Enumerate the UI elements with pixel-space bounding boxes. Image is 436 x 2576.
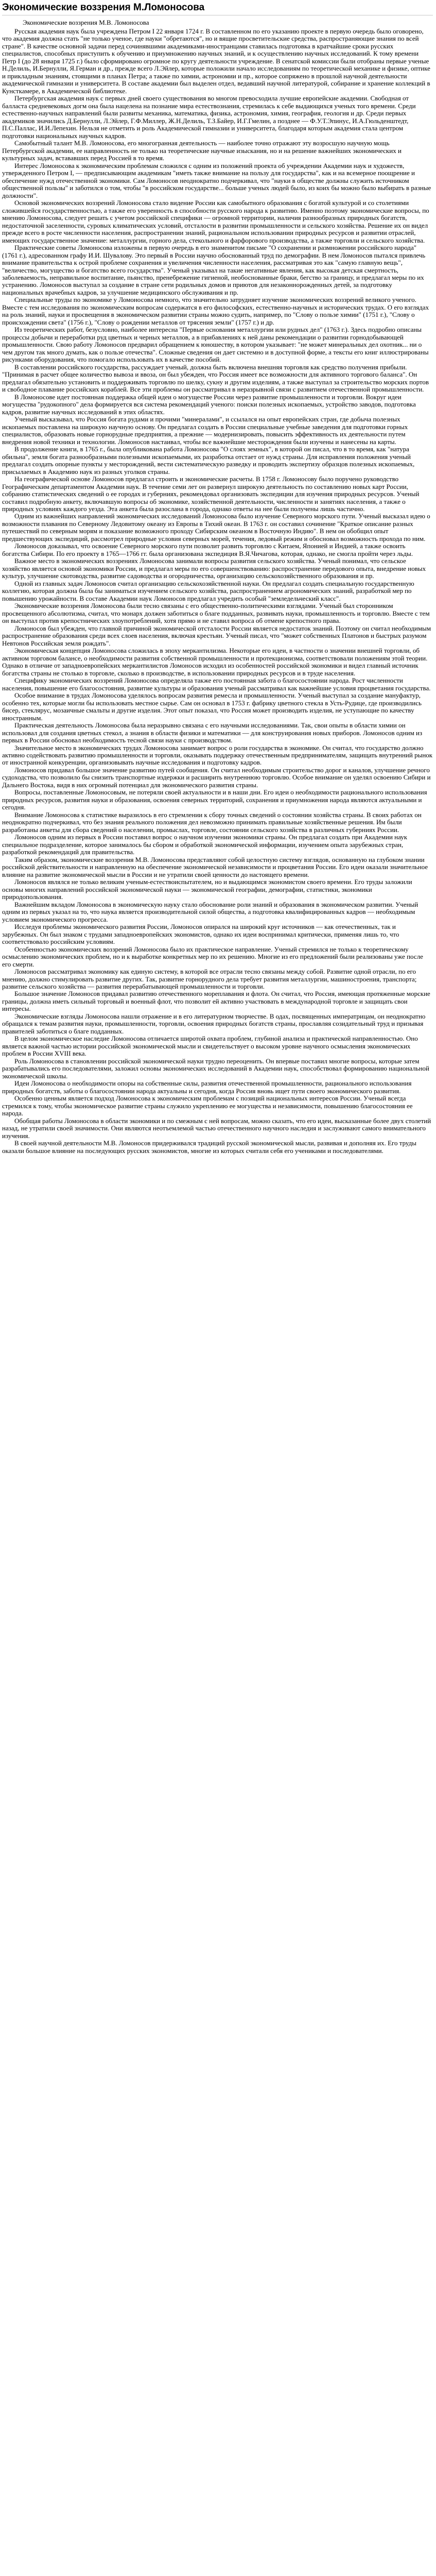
paragraph: Таким образом, экономические воззрения М.В. Ломоносова представляют собой целостную систему взглядов, основанную на глубоком знании российской действительности и направленную на обеспечение экономической независимости и процветания России. Его идеи оказали значительное влияние на развитие экономической мысли в России и не утратили своей ценности до настоящего времени. <box>2 855 428 878</box>
document-page <box>0 2 436 1155</box>
paragraph: Обобщая работы Ломоносова в области экономики и по смежным с ней вопросам, можно сказать, что его идеи, высказанные более двух столетий назад, не утратили своей значимости. Они являются неотъемлемой частью отечественного научного наследия и заслуживают самого внимательного изучения. <box>2 1116 431 1140</box>
paragraph: Особенностью экономических воззрений Ломоносова было их практическое направление. Ученый стремился не только к теоретическому осмыслению экономических проблем, но и к выработке конкретных мер по их решению. Многие из его предложений были реализованы уже после его смерти. <box>2 945 423 968</box>
paragraph: Ломоносов доказывал, что освоение Северного морского пути позволит развить торговлю с Китаем, Японией и Индией, а также освоить богатства Сибири. По его проекту в 1765—1766 гг. была организована экспедиция В.Я.Чичагова, которая, однако, не смогла пройти через льды. <box>2 542 413 557</box>
paragraph: Важнейшим вкладом Ломоносова в экономическую науку стало обоснование роли знаний и образования в экономическом развитии. Ученый одним из первых указал на то, что наука является производительной силой общества, а подготовка квалифицированных кадров — необходимым условием экономического прогресса. <box>2 900 418 923</box>
paragraph: Ученый высказывал, что Россия богата рудами и прочими "минералами", и ссылался на опыт европейских стран, где добыча полезных ископаемых поставлена на широкую научную основу. Он предлагал создать в России специальные учебные заведения для подготовки горных специалистов, образовать новые горнорудные предприятия, а прежние — модернизировать, повысить эффективность их деятельности путем внедрения новой техники и технологии. Ломоносов настаивал, чтобы все важнейшие месторождения были изучены и нанесены на карты. <box>2 415 408 446</box>
paragraph: Петербургская академия наук с первых дней своего существования во многом превосходила лучшие европейские академии. Свободная от балласта средневековых догм она была нацелена на познание мира естествознания, стремилась к себе выдающихся ученых того времени. Среди естественно-научных направлений были развиты механика, математика, физика, астрономия, химия, география, геология и др. Среди первых академиков значились Д.Бернулли, Л.Эйлер, Г.Ф.Миллер, Ж.Н.Делиль, Т.З.Байер, И.Г.Гмелин, а позднее — Ф.У.Т.Эпинус, И.А.Гюльденштедт, П.С.Паллас, И.И.Лепехин. Нельзя не отметить и роль Академической гимназии и университета, благодаря которым академия стала центром подготовки национальных научных кадров. <box>2 94 416 140</box>
article-body <box>2 28 433 1155</box>
paragraph: В составлении российского государства, рассуждает ученый, должна быть включена внешняя торговля как средство получения прибыли. "Принимая в расчет общее количество вывоза и ввоза, он был убежден, что Россия имеет все возможности для активного торгового баланса". Он предлагал обязательно установить и поддерживать торговлю по шелку, сукну и другим изделиям, а также выступал за строительство морских портов и свободное плавание российских кораблей. Все эти проблемы он рассматривал в неразрывной связи с развитием отечественной промышленности. <box>2 363 429 394</box>
paragraph: Одним из важнейших направлений экономических исследований Ломоносова было изучение Северного морского пути. Ученый высказал идею о возможности плавания по Северному Ледовитому океану из Европы в Тихий океан. В 1763 г. он составил сочинение "Краткое описание разных путешествий по северным морям и показание возможного проходу Сибирским океаном в Восточную Индию". В нем он обобщил опыт предшествующих экспедиций, рассмотрел природные условия северных морей, течения, ледовый режим и обосновал возможность прохода по ним. <box>2 512 430 543</box>
paragraph: Важное место в экономических воззрениях Ломоносова занимали вопросы развития сельского хозяйства. Ученый понимал, что сельское хозяйство является основой экономики России, и предлагал меры по его совершенствованию: распространение передового опыта, внедрение новых культур, улучшение скотоводства, развитие садоводства и огородничества, организацию сельскохозяйственного образования и пр. <box>2 557 426 580</box>
paragraph: Ломоносов придавал большое значение развитию путей сообщения. Он считал необходимым строительство дорог и каналов, улучшение речного судоходства, что позволило бы снизить транспортные издержки и расширить внутреннюю торговлю. Особое внимание он уделял освоению Сибири и Дальнего Востока, видя в них огромный потенциал для экономического развития страны. <box>2 766 431 789</box>
paragraph: Самобытный талант М.В. Ломоносова, его многогранная деятельность — наиболее точно отражают эту возросшую научную мощь Петербургской академии, ее направленность не только на теоретические научные изыскания, но и на решение важнейших экономических и культурных задач, встававших перед Россией в то время. <box>2 139 402 162</box>
paragraph: Ломоносов рассматривал экономику как единую систему, в которой все отрасли тесно связаны между собой. Развитие одной отрасли, по его мнению, должно стимулировать развитие других. Так, развитие горнорудного дела требует развития металлургии, машиностроения, транспорта; развитие сельского хозяйства — развития перерабатывающей промышленности и торговли. <box>2 968 417 990</box>
paragraph: Русская академия наук была учреждена Петром I 22 января 1724 г. В составленном по его указанию проекте в первую очередь было оговорено, что академия должна стать "не только ученое, где науки "обретаются", но и вящие просветительские средства, распространяющие знания по всей стране". В качестве основной задачи перед сочинявшими академиками-иностранцами ставилась подготовка в кратчайшие сроки русских специалистов, способных приступить к обучению и приумножению научных знаний, и к осуществлению научных исследований. К тому времени Петр I (до 28 января 1725 г.) было сформировано огромное по кругу деятельности учреждение. В сенатской комиссии были отобраны первые ученые Н.Делиль, И.Бернулли, Я.Герман и др., прежде всего Л.Эйлер, которые положили начало исследованиям по теоретической механике и физике, оптике и прикладным знаниям, стоящими в планах Петра; а также по химии, астрономии и пр., которое сопряжено в прошлой научной деятельности академической гимназии и университета. В составе академии был выделен отдел, ведавший научной литературой, собирание и хранение коллекций в Кунсткамере, в Академической библиотеке. <box>2 27 430 95</box>
paragraph: Роль Ломоносова в становлении российской экономической науки трудно переоценить. Он впервые поставил многие вопросы, которые затем разрабатывались его последователями, заложил основы экономических исследований в Академии наук, способствовал формированию национальной экономической школы. <box>2 1057 429 1080</box>
page-title: Экономические воззрения М.Ломоносова <box>2 2 433 15</box>
paragraph: В Ломоносове идет постоянная поддержка общей идеи о могуществе России через развитие промышленности и торговли. Вокруг идеи могущества "рудокопного" дела формируется вся система рекомендаций ученого: поиски полезных ископаемых, устройство заводов, подготовка кадров, развитие научных исследований в этих областях. <box>2 393 416 416</box>
paragraph: Особенно ценным является подход Ломоносова к экономическим проблемам с позиций национальных интересов России. Ученый всегда стремился к тому, чтобы экономическое развитие страны служило укреплению ее могущества и независимости, повышению благосостояния ее народа. <box>2 1094 413 1117</box>
paragraph: Практические советы Ломоносова изложены в первую очередь в его знаменитом письме "О сохранении и размножении российского народа" (1761 г.), адресованном графу И.И. Шувалову. Это первый в России научно обоснованный труд по демографии. В нем Ломоносов пытался привлечь внимание правительства к острой проблеме сохранения и увеличения численности населения, рассматривая это как "самую главную вещь", "величество, могущество и богатство всего государства". Ученый указывал на такие негативные явления, как высокая детская смертность, заболеваемость, неправильное воспитание, пьянство, пренебрежение гигиеной, необоснованные браки, бегство за границу, и предлагал меры по их устранению. Ломоносов выступал за создание в стране сети родильных домов и приютов для незаконнорожденных детей, за подготовку национальных врачебных кадров, за улучшение медицинского обслуживания и пр. <box>2 244 426 296</box>
paragraph: Ломоносов одним из первых в России поставил вопрос о научном изучении экономики страны. Он предлагал создать при Академии наук специальное подразделение, которое занималось бы сбором и обработкой экономической информации, изучением опыта зарубежных стран, разработкой рекомендаций для правительства. <box>2 833 408 856</box>
paragraph: Ломоносов являлся не только великим ученым-естествоиспытателем, но и выдающимся экономистом своего времени. Его труды заложили основы многих направлений российской экономической науки — экономической географии, демографии, статистики, экономики природопользования. <box>2 878 412 901</box>
paragraph: На географической основе Ломоносов предлагал строить и экономические расчеты. В 1758 г. Ломоносову было поручено руководство Географическим департаментом Академии наук. В течение семи лет он развернул широкую деятельность по составлению новых карт России, собранию статистических сведений о ее городах и губерниях, рекомендовал организовать экспедиции для изучения природных ресурсов. Ученый составил подробную анкету, включавшую вопросы об экономике, хозяйственной деятельности, численности и занятиях населения, а также о природных условиях каждого уезда. Эта анкета была разослана в города, однако ответы на нее были получены лишь частично. <box>2 475 420 513</box>
paragraph: Идеи Ломоносова о необходимости опоры на собственные силы, развития отечественной промышленности, рационального использования природных богатств, заботы о благосостоянии народа актуальны и сегодня, когда Россия вновь ищет пути своего экономического развития. <box>2 1079 412 1095</box>
paragraph: Особое внимание в трудах Ломоносова уделялось вопросам развития ремесла и промышленности. Ученый выступал за создание мануфактур, особенно тех, которые могли бы использовать местное сырье. Сам он основал в 1753 г. фабрику цветного стекла в Усть-Рудице, где производились бисер, стеклярус, мозаичные смальты и другие изделия. Этот опыт показал, что Россия может производить изделия, не уступающие по качеству иностранным. <box>2 691 422 722</box>
paragraph: Специальные труды по экономике у Ломоносова немного, что значительно затрудняет изучение экономических воззрений великого ученого. Вместе с тем исследования по экономическим вопросам содержатся в его философских, естественно-научных и исторических трудах. О его взглядах на роль знаний, науки и просвещения в экономическом развитии страны можно судить, например, по "Слову о пользе химии" (1751 г.), "Слову о происхождении света" (1756 г.), "Слову о рождении металлов от трясения земли" (1757 г.) и др. <box>2 296 429 326</box>
paragraph: В целом экономическое наследие Ломоносова отличается широтой охвата проблем, глубиной анализа и практической направленностью. Оно является важной частью истории российской экономической мысли и свидетельствует о высоком уровне научного осмысления экономических проблем в России XVIII века. <box>2 1035 418 1058</box>
paragraph: Экономическая концепция Ломоносова сложилась в эпоху меркантилизма. Некоторые его идеи, в частности о значении внешней торговли, об активном торговом балансе, о необходимости развития собственной промышленности и протекционизма, соответствовали положениям этой теории. Однако в отличие от западноевропейских меркантилистов Ломоносов исходил из особенностей российской экономики и видел главный источник богатства страны не столько в торговле, сколько в производстве, в использовании природных ресурсов и в труде населения. <box>2 647 428 677</box>
paragraph: Внимание Ломоносова к статистике выразилось в его стремлении к сбору точных сведений о состоянии хозяйства страны. В своих работах он неоднократно подчеркивал, что без знания реального положения дел невозможно принимать правильные хозяйственные решения. Им были разработаны анкеты для сбора сведений о населении, промыслах, торговле, состоянии сельского хозяйства в различных губерниях России. <box>2 810 422 834</box>
paragraph: Практическая деятельность Ломоносова была неразрывно связана с его научными исследованиями. Так, свои опыты в области химии он использовал для создания цветных стекол, а знания в области физики и математики — для конструирования новых приборов. Ломоносов одним из первых в России обосновал необходимость тесной связи науки с производством. <box>2 721 423 744</box>
paragraph: Специфику экономических воззрений Ломоносова определяла также его постоянная забота о благосостоянии народа. Рост численности населения, повышение его благосостояния, развитие культуры и образования ученый рассматривал как важнейшие условия процветания государства. <box>2 676 431 692</box>
article-heading: Экономические воззрения М.В. Ломоносова <box>23 19 149 26</box>
paragraph: В своей научной деятельности М.В. Ломоносов придерживался традиций русской экономической мысли, развивая и дополняя их. Его труды оказали большое влияние на последующих русских экономистов, многие из которых считали себя его учениками и последователями. <box>2 1139 416 1155</box>
paragraph: Ломоносов был убежден, что главной причиной экономической отсталости России является недостаток знаний. Поэтому он считал необходимым распространение образования среди всех слоев населения, включая крестьян. Ученый писал, что "может собственных Платонов и быстрых разумом Невтонов Российская земля рождать". <box>2 624 431 647</box>
paragraph: Экономические воззрения Ломоносова были тесно связаны с его общественно-политическими взглядами. Ученый был сторонником просвещенного абсолютизма, считал, что монарх должен заботиться о благе подданных, развивать науки, промышленность и торговлю. Вместе с тем он выступал против крепостнических злоупотреблений, хотя прямо и не ставил вопроса об отмене крепостного права. <box>2 602 430 625</box>
paragraph: Из теоретических работ, безусловно, наиболее интересна "Первые основания металлургии или рудных дел" (1763 г.). Здесь подробно описаны процессы добычи и переработки руд цветных и черных металлов, а в прибавлениях к ней даны рекомендации о развитии горнодобывающей промышленности. Свою работу Ломоносов предварил обращением к юношеству, в котором указывает: "не может минеральных дел охотник... ни о чем другом так много думать, как о пользе отечества". Сложные сведения он дает системно и в доступной форме, а тексты его книг иллюстрированы рисунками оборудования, что помогало использовать их в качестве пособий. <box>2 326 429 364</box>
paragraph: Интерес Ломоносова к экономическим проблемам сложился с одним из положений проекта об учреждении Академии наук и художеств, утвержденного Петром I, — предписывающим академикам "иметь также внимание на пользу для государства", как и на всемерное поощрение и обеспечение нужд отечественной экономики. Сам Ломоносов неоднократно подчеркивал, что "науки в обществе должны служить источником общественной пользы" и заботился о том, чтобы "в российском государстве... больше ученых людей было, из коих бы можно было выбирать в разные должности". <box>2 161 431 199</box>
paragraph: Большое значение Ломоносов придавал развитию отечественного мореплавания и флота. Он считал, что Россия, имеющая протяженные морские границы, должна иметь сильный торговый и военный флот, что позволит ей активно участвовать в международной торговле и защищать свои интересы. <box>2 990 430 1013</box>
paragraph: Значительное место в экономических трудах Ломоносова занимает вопрос о роли государства в экономике. Он считал, что государство должно активно содействовать развитию промышленности и торговли, оказывать поддержку отечественным предпринимателям, защищать внутренний рынок от иностранной конкуренции, организовывать научные исследования и подготовку кадров. <box>2 743 433 767</box>
paragraph: В продолжение книги, в 1765 г., была опубликована работа Ломоносова "О слоях земных", в которой он писал, что в то время, как "натура обильна", земля богата разнообразными полезными ископаемыми, их разработка отстает от нужд страны. Для исправления положения ученый предлагал создать опорные пункты у месторождений, вести систематическую разведку и проводить экспертизу образцов полезных ископаемых, присылаемых в Академию наук из разных уголков страны. <box>2 445 415 476</box>
paragraph: Одной из главных задач Ломоносов считал организацию сельскохозяйственной науки. Он предлагал создать специальную государственную коллегию, которая должна была бы заниматься изучением сельского хозяйства, распространением агрономических знаний, разработкой мер по повышению урожайности. В составе Академии наук Ломоносов предлагал учредить особый "земледельческий класс". <box>2 579 414 602</box>
paragraph: Основой экономических воззрений Ломоносова стало видение России как самобытного образования с богатой культурой и со столетиями сложившейся государственностью, а также его уверенность в способности русского народа к развитию. Именно поэтому экономические вопросы, по мнению Ломоносова, следует решать с учетом российской специфики — огромной территории, наличия разнообразных природных богатств, недостаточной заселенности, суровых климатических условий, отсталости в развитии промышленности и сельского хозяйства. Решение их он видел прежде всего в росте численности населения, распространении знаний, рациональном использовании природных ресурсов и развитии отраслей, имеющих государственное значение: металлургии, горного дела, стекольного и фарфорового производства, а также торговли и сельского хозяйства. <box>2 199 429 244</box>
paragraph: Исследуя проблемы экономического развития России, Ломоносов опирался на широкий круг источников — как отечественных, так и зарубежных. Он был знаком с трудами западноевропейских экономистов, однако их идеи воспринимал критически, применяя лишь то, что соответствовало российским условиям. <box>2 923 399 946</box>
paragraph: Экономические взгляды Ломоносова нашли отражение и в его литературном творчестве. В одах, посвященных императрицам, он неоднократно обращался к темам развития науки, промышленности, торговли, освоения природных богатств страны, прославляя созидательный труд и призывая правителей заботиться о благе подданных. <box>2 1012 426 1035</box>
paragraph: Вопросы, поставленные Ломоносовым, не потеряли своей актуальности и в наши дни. Его идеи о необходимости рационального использования природных ресурсов, развития науки и образования, освоения северных территорий, сохранения и приумножения народа являются актуальными и сегодня. <box>2 788 427 811</box>
